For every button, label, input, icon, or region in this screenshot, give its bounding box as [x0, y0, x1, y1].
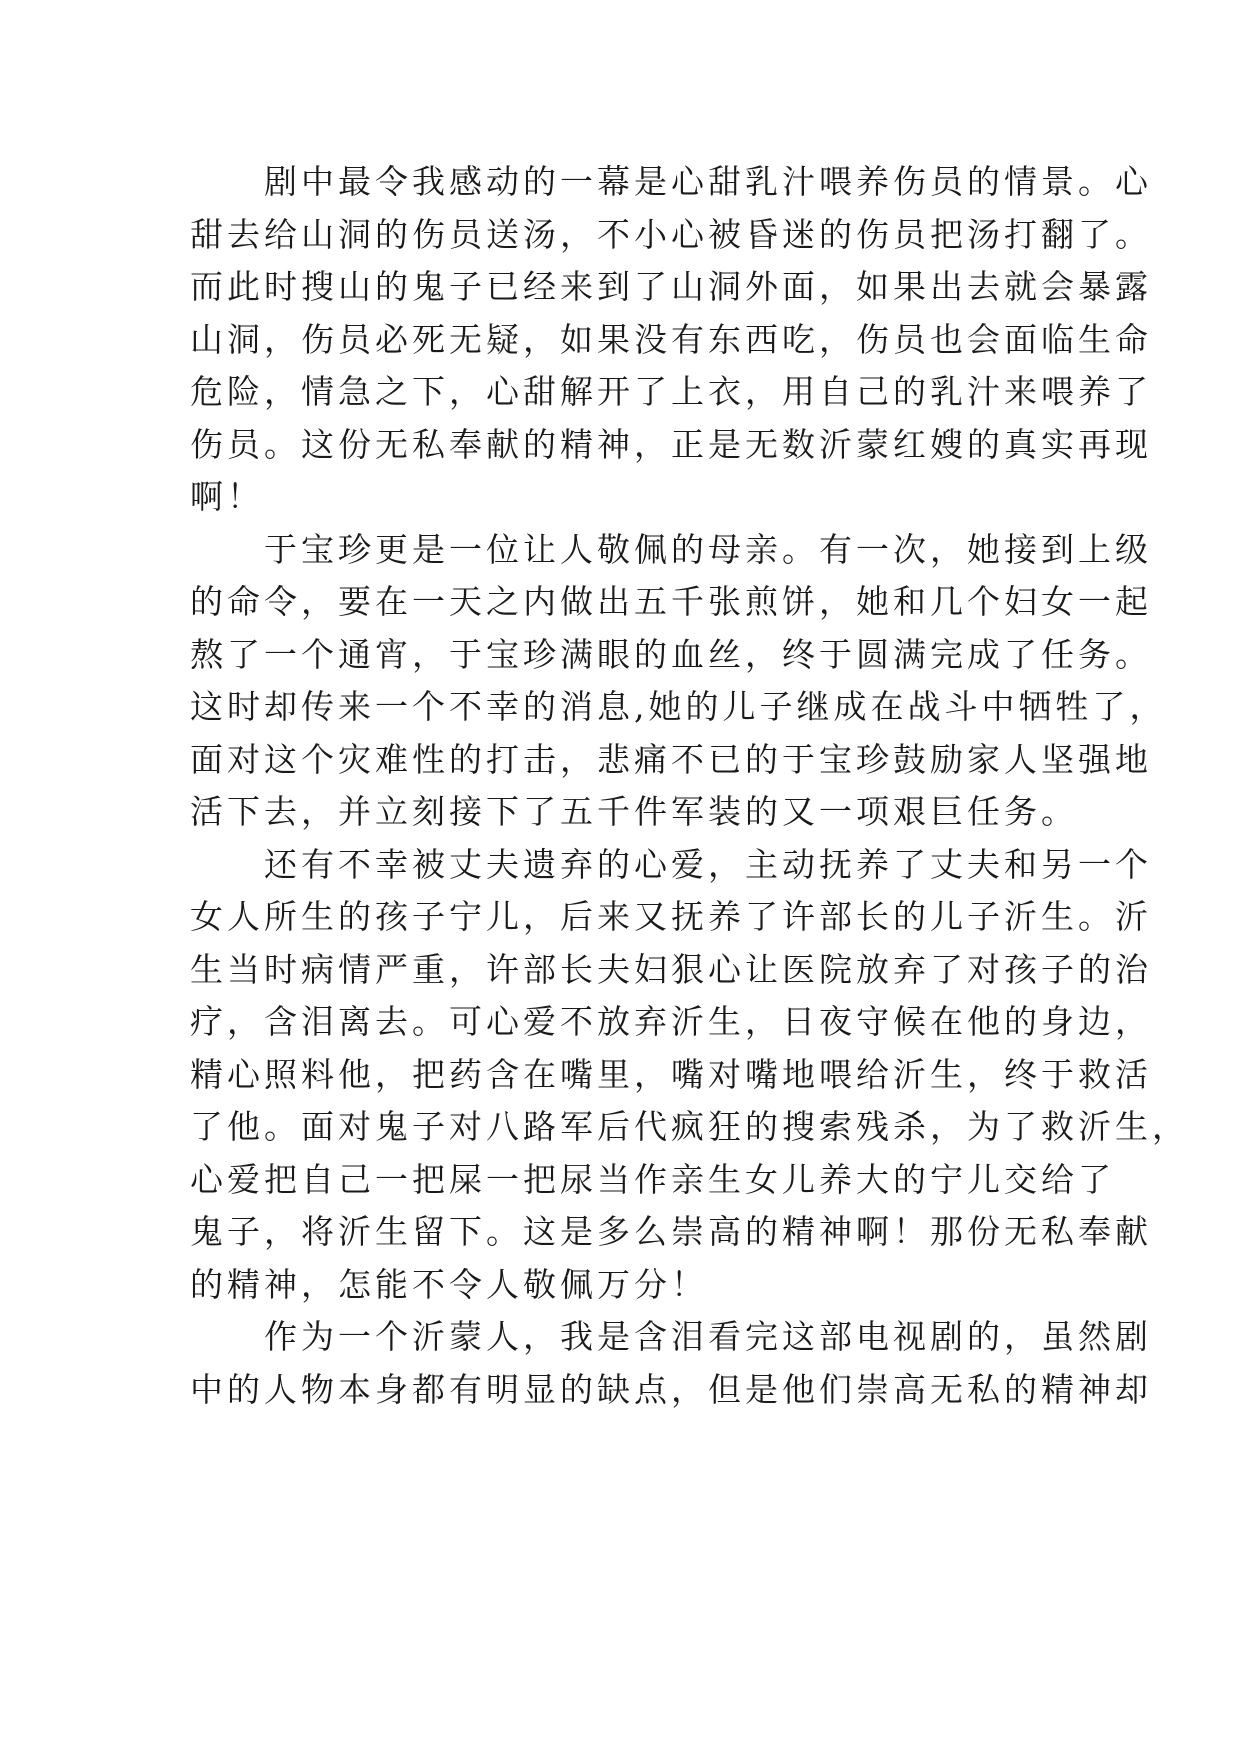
text-line: 啊！: [190, 477, 264, 516]
text-line: 鬼子，将沂生留下。这是多么崇高的精神啊！那份无私奉献: [190, 1212, 1152, 1251]
text-line: 伤员。这份无私奉献的精神，正是无数沂蒙红嫂的真实再现: [190, 424, 1152, 464]
text-line: 的精神，怎能不令人敬佩万分！: [190, 1264, 708, 1304]
text-line: 于宝珍更是一位让人敬佩的母亲。有一次，她接到上级: [190, 529, 1152, 569]
text-line: 疗，含泪离去。可心爱不放弃沂生，日夜守候在他的身边，: [190, 1002, 1152, 1041]
text-line: 中的人物本身都有明显的缺点，但是他们崇高无私的精神却: [190, 1369, 1152, 1409]
paragraph-4: [190, 1311, 1152, 1416]
text-line: 熬了一个通宵，于宝珍满眼的血丝，终于圆满完成了任务。: [190, 634, 1152, 674]
text-line: 的命令，要在一天之内做出五千张煎饼，她和几个妇女一起: [190, 582, 1152, 621]
text-line: 女人所生的孩子宁儿，后来又抚养了许部长的儿子沂生。沂: [190, 897, 1152, 936]
text-line: 生当时病情严重，许部长夫妇狠心让医院放弃了对孩子的治: [190, 949, 1152, 989]
paragraph-1: [190, 156, 1152, 524]
text-line: 了他。面对鬼子对八路军后代疯狂的搜索残杀，为了救沂生，: [190, 1107, 1189, 1146]
text-line: 心爱把自己一把屎一把尿当作亲生女儿养大的宁儿交给了: [190, 1159, 1115, 1199]
text-line: 甜去给山洞的伤员送汤，不小心被昏迷的伤员把汤打翻了。: [190, 214, 1152, 254]
text-line: 山洞，伤员必死无疑，如果没有东西吃，伤员也会面临生命: [190, 319, 1152, 359]
document-body: [190, 156, 1189, 1416]
text-line: 还有不幸被丈夫遗弃的心爱，主动抚养了丈夫和另一个: [190, 844, 1152, 884]
text-line: 这时却传来一个不幸的消息,她的儿子继成在战斗中牺牲了，: [190, 687, 1167, 726]
text-line: 而此时搜山的鬼子已经来到了山洞外面，如果出去就会暴露: [190, 267, 1152, 306]
text-line: 活下去，并立刻接下了五千件军装的又一项艰巨任务。: [190, 792, 1078, 831]
paragraph-2: [190, 524, 1167, 839]
text-line: 作为一个沂蒙人，我是含泪看完这部电视剧的，虽然剧: [190, 1317, 1152, 1356]
text-line: 精心照料他，把药含在嘴里，嘴对嘴地喂给沂生，终于救活: [190, 1054, 1152, 1094]
text-line: 危险，情急之下，心甜解开了上衣，用自己的乳汁来喂养了: [190, 372, 1152, 411]
paragraph-3: [190, 839, 1189, 1312]
text-line: 剧中最令我感动的一幕是心甜乳汁喂养伤员的情景。心: [190, 162, 1152, 201]
text-line: 面对这个灾难性的打击，悲痛不已的于宝珍鼓励家人坚强地: [190, 739, 1152, 779]
